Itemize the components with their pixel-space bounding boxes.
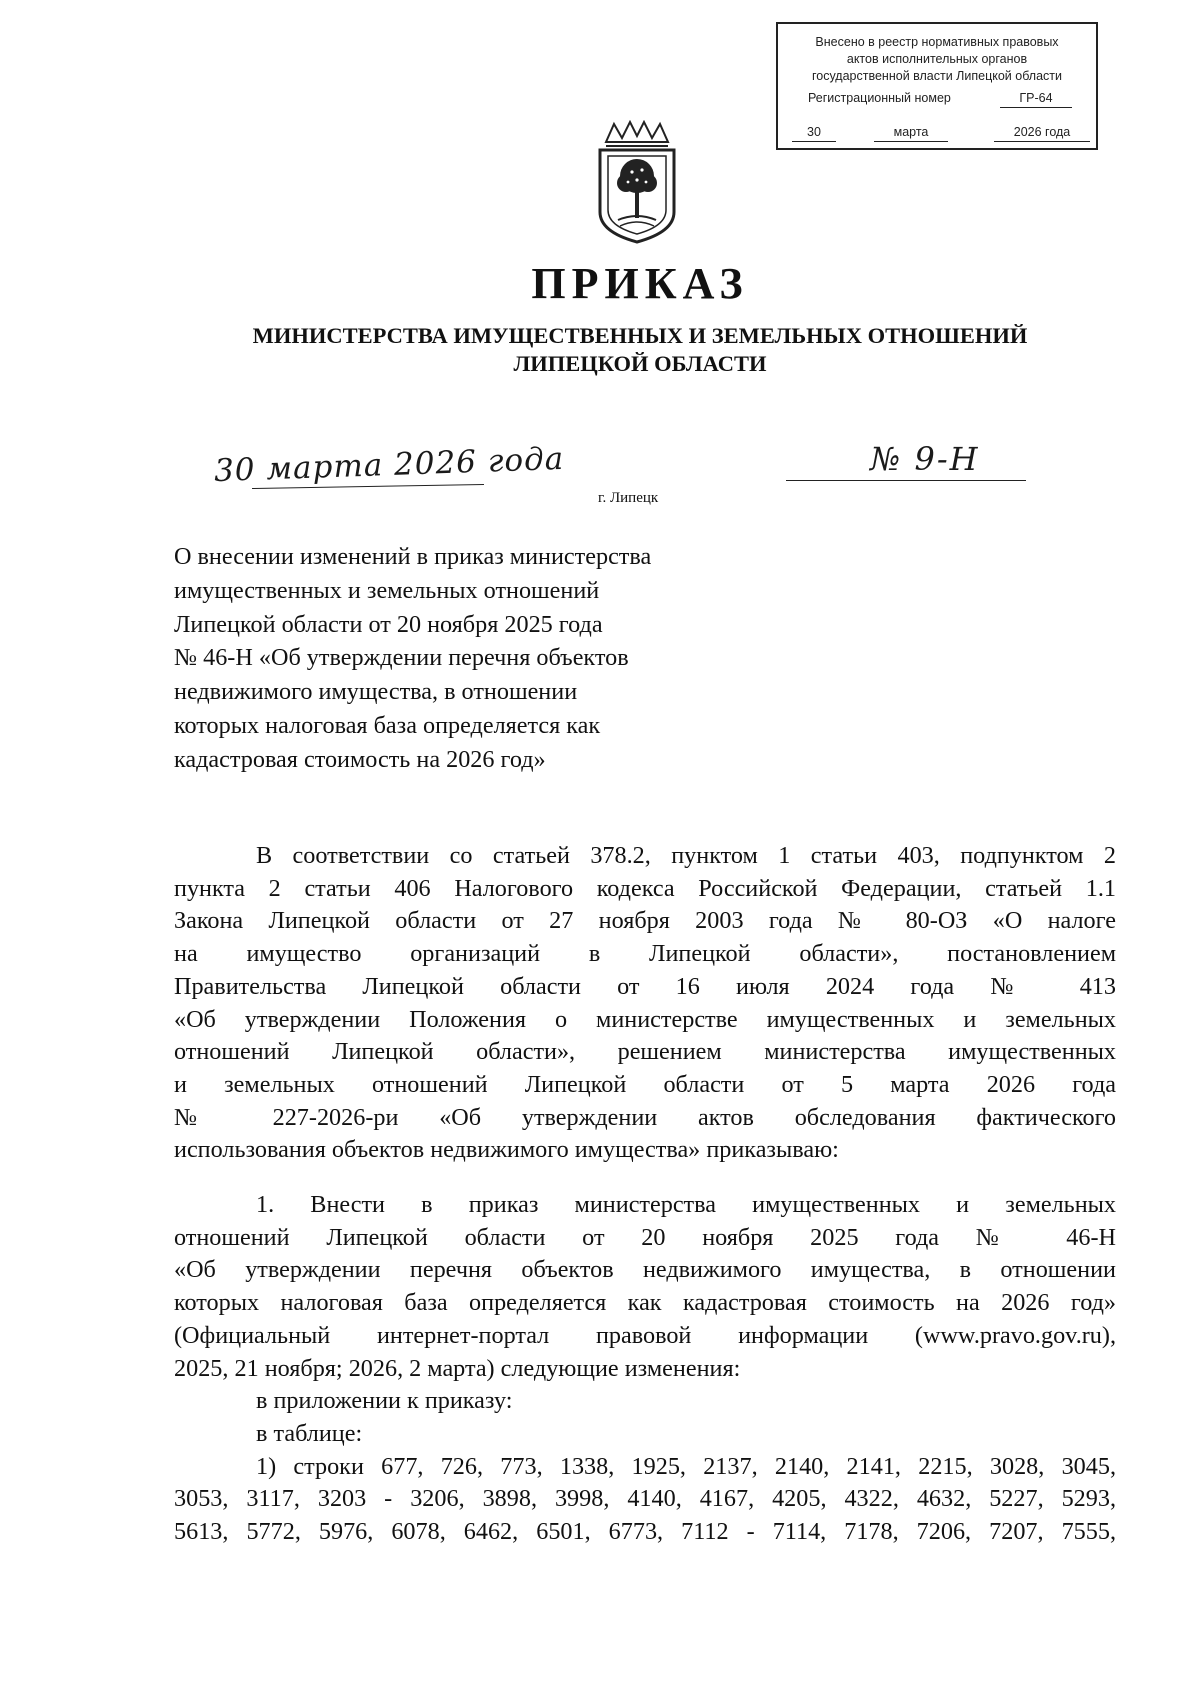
rows-line: 1) строки 677, 726, 773, 1338, 1925, 2137, 2140, 2141, 2215, 3028, 3045,	[256, 1452, 1116, 1480]
rows-paragraph	[174, 1451, 1116, 1549]
stamp-date-year: 2026 года	[994, 124, 1090, 142]
subject-line: Липецкой области от 20 ноября 2025 года	[174, 610, 603, 638]
preamble-line: В соответствии со статьей 378.2, пунктом 1 статьи 403, подпунктом 2	[256, 842, 1116, 869]
subject-line: имущественных и земельных отношений	[174, 576, 600, 604]
preamble-paragraph	[174, 840, 1116, 1167]
handwritten-date: 30 марта 2026 года	[213, 440, 565, 490]
preamble-line: использования объектов недвижимого имущества» приказываю:	[174, 1136, 839, 1164]
rows-line: 5613, 5772, 5976, 6078, 6462, 6501, 6773, 7112 - 7114, 7178, 7206, 7207, 7555,	[174, 1518, 1116, 1546]
handwritten-number: № 9-Н	[870, 440, 980, 478]
city-label: г. Липецк	[598, 490, 659, 506]
item-1-line: отношений Липецкой области от 20 ноября 2025 года № 46-Н	[174, 1223, 1116, 1251]
subject-line: № 46-Н «Об утверждении перечня объектов	[174, 644, 629, 672]
table-line: в таблице:	[256, 1419, 363, 1447]
registry-stamp	[776, 22, 1098, 150]
stamp-date-day: 30	[792, 124, 836, 142]
ministry-line-1: МИНИСТЕРСТВА ИМУЩЕСТВЕННЫХ И ЗЕМЕЛЬНЫХ ОТНОШЕНИЙ	[252, 323, 1028, 348]
document-body	[174, 840, 1116, 1549]
coat-of-arms-icon	[588, 120, 686, 244]
paragraph-gap	[174, 1167, 1116, 1189]
preamble-line: на имущество организаций в Липецкой области», постановлением	[174, 940, 1116, 968]
stamp-line-1: Внесено в реестр нормативных правовых	[815, 35, 1059, 49]
annex-line: в приложении к приказу:	[256, 1387, 513, 1415]
item-1-line: 1. Внести в приказ министерства имущественных и земельных	[256, 1191, 1116, 1219]
item-1-line: которых налоговая база определяется как кадастровая стоимость на 2026 год»	[174, 1289, 1116, 1317]
stamp-date	[778, 124, 1096, 144]
preamble-line: «Об утверждении Положения о министерстве имущественных и земельных	[174, 1005, 1116, 1033]
stamp-date-month: марта	[874, 124, 948, 142]
ministry-heading	[200, 322, 1080, 378]
item-1-paragraph	[174, 1189, 1116, 1385]
preamble-line: № 227-2026-ри «Об утверждении актов обследования фактического	[174, 1103, 1116, 1131]
preamble-line: пункта 2 статьи 406 Налогового кодекса Российской Федерации, статьей 1.1	[174, 874, 1116, 902]
stamp-line-2: актов исполнительных органов	[846, 52, 1028, 66]
subject-line: кадастровая стоимость на 2026 год»	[174, 745, 546, 773]
stamp-registration	[778, 88, 1096, 108]
preamble-line: и земельных отношений Липецкой области от 5 марта 2026 года	[174, 1070, 1116, 1098]
subject-line: которых налоговая база определяется как	[174, 711, 601, 739]
item-1-line: (Официальный интернет-портал правовой информации (www.pravo.gov.ru),	[174, 1321, 1116, 1349]
number-underline	[786, 480, 1026, 481]
preamble-line: Закона Липецкой области от 27 ноября 2003 года № 80-ОЗ «О налоге	[174, 907, 1116, 935]
ministry-line-2: ЛИПЕЦКОЙ ОБЛАСТИ	[513, 351, 767, 376]
rows-line: 3053, 3117, 3203 - 3206, 3898, 3998, 4140, 4167, 4205, 4322, 4632, 5227, 5293,	[174, 1485, 1116, 1513]
item-1-line: «Об утверждении перечня объектов недвижимого имущества, в отношении	[174, 1256, 1116, 1284]
preamble-line: отношений Липецкой области», решением министерства имущественных	[174, 1038, 1116, 1066]
subject-line: О внесении изменений в приказ министерства	[174, 543, 652, 570]
document-subject	[174, 540, 734, 777]
preamble-line: Правительства Липецкой области от 16 июля 2024 года № 413	[174, 972, 1116, 1000]
stamp-registration-label: Регистрационный номер	[808, 91, 951, 105]
item-1-line: 2025, 21 ноября; 2026, 2 марта) следующие изменения:	[174, 1354, 741, 1382]
document-title: ПРИКАЗ	[531, 259, 749, 308]
stamp-registration-number: ГР-64	[1000, 90, 1072, 108]
subject-line: недвижимого имущества, в отношении	[174, 678, 578, 706]
stamp-line-3: государственной власти Липецкой области	[811, 69, 1063, 83]
